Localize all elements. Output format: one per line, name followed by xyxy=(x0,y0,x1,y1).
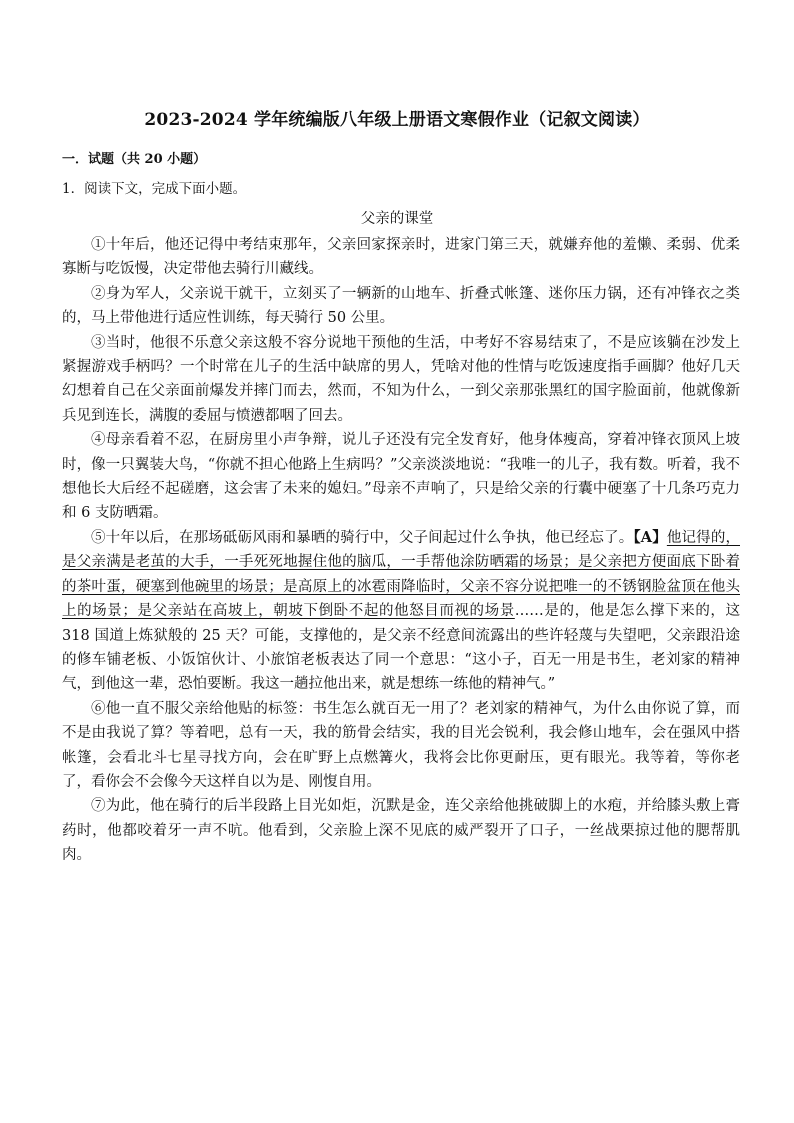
paragraph-7: ⑦为此，他在骑行的后半段路上目光如炬，沉默是金，连父亲给他挑破脚上的水疱，并给膝头敷上膏药时，他都咬着牙一声不吭。他看到，父亲脸上深不见底的威严裂开了口子，一丝战栗掠过他的腮帮肌肉。 xyxy=(62,798,740,864)
question-intro: 1．阅读下文，完成下面小题。 xyxy=(62,181,247,197)
article-body xyxy=(62,233,740,868)
paragraph-3: ③当时，他很不乐意父亲这般不容分说地干预他的生活，中考好不容易结束了，不是应该躺在沙发上紧握游戏手柄吗？一个时常在儿子的生活中缺席的男人，凭啥对他的性情与吃饭速度指手画脚？他好几天幻想着自己在父亲面前爆发并摔门而去，然而，不知为什么，一到父亲那张黑红的国字脸面前，他就像新兵见到连长，满腹的委屈与愤懑都咽了回去。 xyxy=(62,334,740,424)
paragraph-5 xyxy=(62,526,740,697)
paragraph-6: ⑥他一直不服父亲给他贴的标签：书生怎么就百无一用了？老刘家的精神气，为什么由你说了算，而不是由我说了算？等着吧，总有一天，我的筋骨会结实，我的目光会锐利，我会修山地车，会在强风中搭帐篷，会看北斗七星寻找方向，会在旷野上点燃篝火，我将会比你更耐压，更有眼光。我等着，等你老了，看你会不会像今天这样自以为是、刚愎自用。 xyxy=(62,700,740,790)
marker-a: 【A】 xyxy=(633,528,667,546)
section-heading: 一．试题（共 20 小题） xyxy=(62,152,207,167)
paragraph-1: ①十年后，他还记得中考结束那年，父亲回家探亲时，进家门第三天，就嫌弃他的羞懒、柔弱、优柔寡断与吃饭慢，决定带他去骑行川藏线。 xyxy=(62,237,740,278)
paragraph-4: ④母亲看着不忍，在厨房里小声争辩，说儿子还没有完全发育好，他身体瘦高，穿着冲锋衣顶风上坡时，像一只翼装大鸟，“你就不担心他路上生病吗？”父亲淡淡地说：“我唯一的儿子，我有数。听着，我不想他长大后经不起磋磨，这会害了未来的媳妇。”母亲不声响了，只是给父亲的行囊中硬塞了十几条巧克力和 6 支防晒霜。 xyxy=(62,432,741,522)
paragraph-5-rest: ……是的，他是怎么撑下来的，这 318 国道上炼狱般的 25 天？可能，支撑他的，是父亲不经意间流露出的些许轻蔑与失望吧，父亲跟沿途的修车铺老板、小饭馆伙计、小旅馆老板表达了同一个意思：“这小子，百无一用是书生，老刘家的精神气，到他这一辈，恐怕要断。我这一趟拉他出来，就是想练一练他的精神气。” xyxy=(62,603,741,693)
paragraph-2: ②身为军人，父亲说干就干，立刻买了一辆新的山地车、折叠式帐篷、迷你压力锅，还有冲锋衣之类的，马上带他进行适应性训练，每天骑行 50 公里。 xyxy=(62,285,740,327)
underlined-passage: 他记得的，是父亲满是老茧的大手，一手死死地握住他的脑瓜，一手帮他涂防晒霜的场景；是父亲把方便面底下卧着的茶叶蛋，硬塞到他碗里的场景；是高原上的冰雹雨降临时，父亲不容分说把唯一的不锈钢脸盆顶在他头上的场景；是父亲站在高坡上，朝坡下倒卧不起的他怒目而视的场景 xyxy=(62,529,740,620)
document-title: 2023-2024 学年统编版八年级上册语文寒假作业（记叙文阅读） xyxy=(144,110,650,130)
article-title: 父亲的课堂 xyxy=(360,211,434,227)
paragraph-5-lead: ⑤十年以后，在那场砥砺风雨和暴晒的骑行中，父子间起过什么争执，他已经忘了。 xyxy=(91,529,634,546)
